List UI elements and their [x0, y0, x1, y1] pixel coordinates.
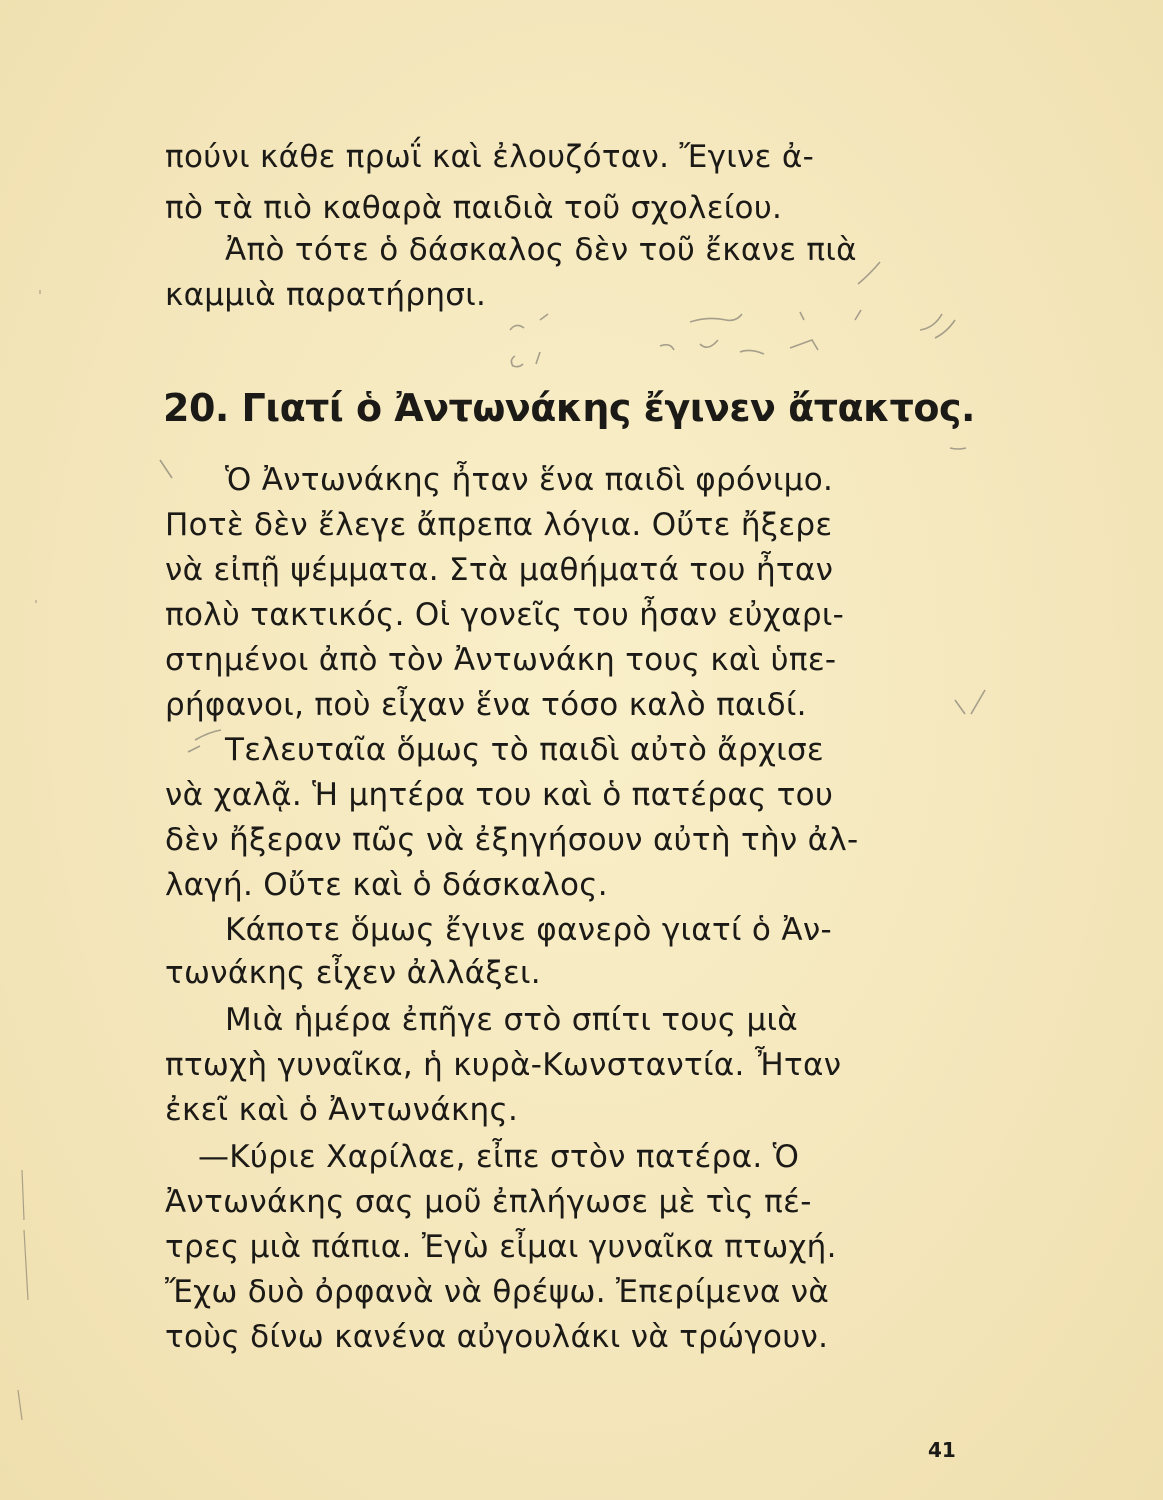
paragraph-first-line: Τελευταῖα ὅμως τὸ παιδὶ αὐτὸ ἄρχισε: [225, 732, 824, 768]
text-line: νὰ χαλᾷ. Ἡ μητέρα του καὶ ὁ πατέρας του: [165, 777, 834, 813]
text-line: τοὺς δίνω κανένα αὐγουλάκι νὰ τρώγουν.: [165, 1319, 829, 1355]
text-line: δὲν ἤξεραν πῶς νὰ ἐξηγήσουν αὐτὴ τὴν ἀλ-: [165, 822, 859, 858]
text-line: πὸ τὰ πιὸ καθαρὰ παιδιὰ τοῦ σχολείου.: [165, 190, 783, 226]
text-line: πούνι κάθε πρωΐ καὶ ἐλουζόταν. Ἔγινε ἀ-: [165, 139, 815, 175]
text-line: λαγή. Οὔτε καὶ ὁ δάσκαλος.: [165, 867, 608, 903]
text-line: τρες μιὰ πάπια. Ἐγὼ εἶμαι γυναῖκα πτωχή.: [165, 1229, 837, 1265]
chapter-title: 20. Γιατί ὁ Ἀντωνάκης ἔγινεν ἄτακτος.: [163, 386, 975, 430]
paragraph-first-line: Κάποτε ὅμως ἔγινε φανερὸ γιατί ὁ Ἀν-: [225, 912, 832, 948]
text-line: πολὺ τακτικός. Οἱ γονεῖς του ἦσαν εὐχαρι-: [165, 597, 845, 633]
text-line: καμμιὰ παρατήρησι.: [165, 277, 487, 313]
text-line: στημένοι ἀπὸ τὸν Ἀντωνάκη τους καὶ ὑπε-: [165, 642, 837, 678]
text-line: Ποτὲ δὲν ἔλεγε ἄπρεπα λόγια. Οὔτε ἤξερε: [165, 507, 833, 543]
text-line: τωνάκης εἶχεν ἀλλάξει.: [165, 955, 541, 991]
text-line: ρήφανοι, ποὺ εἶχαν ἕνα τόσο καλὸ παιδί.: [165, 687, 807, 723]
text-line: ἐκεῖ καὶ ὁ Ἀντωνάκης.: [165, 1092, 519, 1128]
paragraph-first-line: —Κύριε Χαρίλαε, εἶπε στὸν πατέρα. Ὁ: [198, 1139, 800, 1175]
paragraph-first-line: Μιὰ ἡμέρα ἐπῆγε στὸ σπίτι τους μιὰ: [225, 1002, 799, 1038]
text-line: πτωχὴ γυναῖκα, ἡ κυρὰ-Κωνσταντία. Ἦταν: [165, 1047, 842, 1083]
text-line: Ἀντωνάκης σας μοῦ ἐπλήγωσε μὲ τὶς πέ-: [165, 1184, 812, 1220]
page-number: 41: [928, 1438, 956, 1462]
text-line: νὰ εἰπῇ ψέμματα. Στὰ μαθήματά του ἦταν: [165, 552, 834, 588]
text-line: Ἔχω δυὸ ὀρφανὰ νὰ θρέψω. Ἐπερίμενα νὰ: [165, 1274, 830, 1310]
text-line: Ἀπὸ τότε ὁ δάσκαλος δὲν τοῦ ἔκανε πιὰ: [225, 232, 857, 268]
paragraph-first-line: Ὁ Ἀντωνάκης ἦταν ἕνα παιδὶ φρόνιμο.: [225, 462, 834, 498]
